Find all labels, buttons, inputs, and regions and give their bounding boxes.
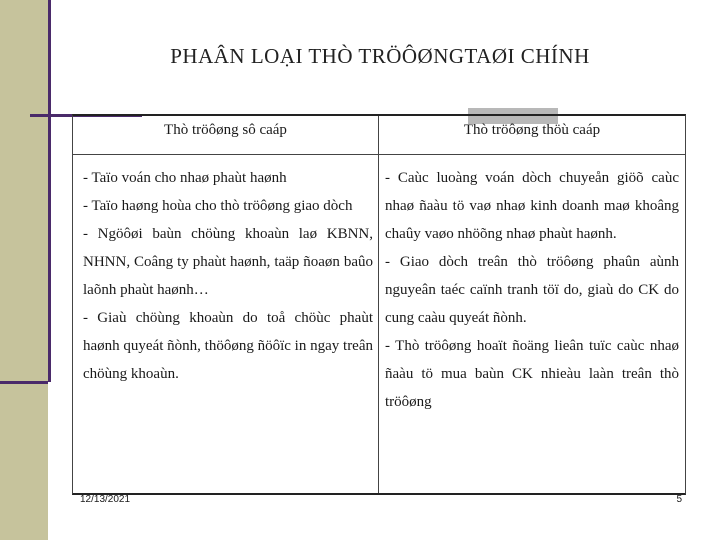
slide-title: PHAÂN LOẠI THÒ TRÖÔØNGTAØI CHÍNH: [170, 44, 590, 68]
secondary-market-cell: [385, 164, 679, 416]
list-item: - Giaù chöùng khoaùn do toå chöùc phaùt haønh quyeát ñònh, thöôøng ñöôïc in ngay treân chöùng khoaùn.: [83, 310, 373, 382]
sidebar-bottom-rule: [0, 381, 48, 384]
header-divider: [73, 154, 685, 155]
sidebar-rule: [48, 0, 51, 382]
comparison-table: [72, 114, 686, 495]
slide-sidebar: [0, 0, 48, 540]
list-item: - Taïo voán cho nhaø phaùt haønh: [83, 170, 287, 186]
footer-date: 12/13/2021: [80, 494, 131, 505]
list-item: - Caùc luoàng voán dòch chuyeån giöõ caùc nhaø ñaàu tö vaø nhaø kinh doanh maø khoâng chaûy vaøo nhöõng nhaø phaùt haønh.: [385, 170, 679, 242]
header-secondary-market: Thò tröôøng thöù caáp: [463, 122, 601, 138]
page-number: 5: [676, 494, 682, 505]
list-item: - Thò tröôøng hoaït ñoäng lieân tuïc caùc nhaø ñaàu tö mua baùn CK nhieàu laàn treân thò tröôøng: [385, 338, 679, 410]
primary-market-cell: [83, 164, 373, 388]
list-item: - Taïo haøng hoùa cho thò tröôøng giao dòch: [83, 198, 353, 214]
column-divider: [378, 116, 379, 493]
header-primary-market: Thò tröôøng sô caáp: [164, 122, 287, 138]
list-item: - Giao dòch treân thò tröôøng phaûn aùnh nguyeân taéc caïnh tranh töï do, giaù do CK do cung caàu quyeát ñònh.: [385, 254, 679, 326]
list-item: - Ngöôøi baùn chöùng khoaùn laø KBNN, NHNN, Coâng ty phaùt haønh, taäp ñoaøn baûo laõnh phaùt haønh…: [83, 226, 373, 298]
